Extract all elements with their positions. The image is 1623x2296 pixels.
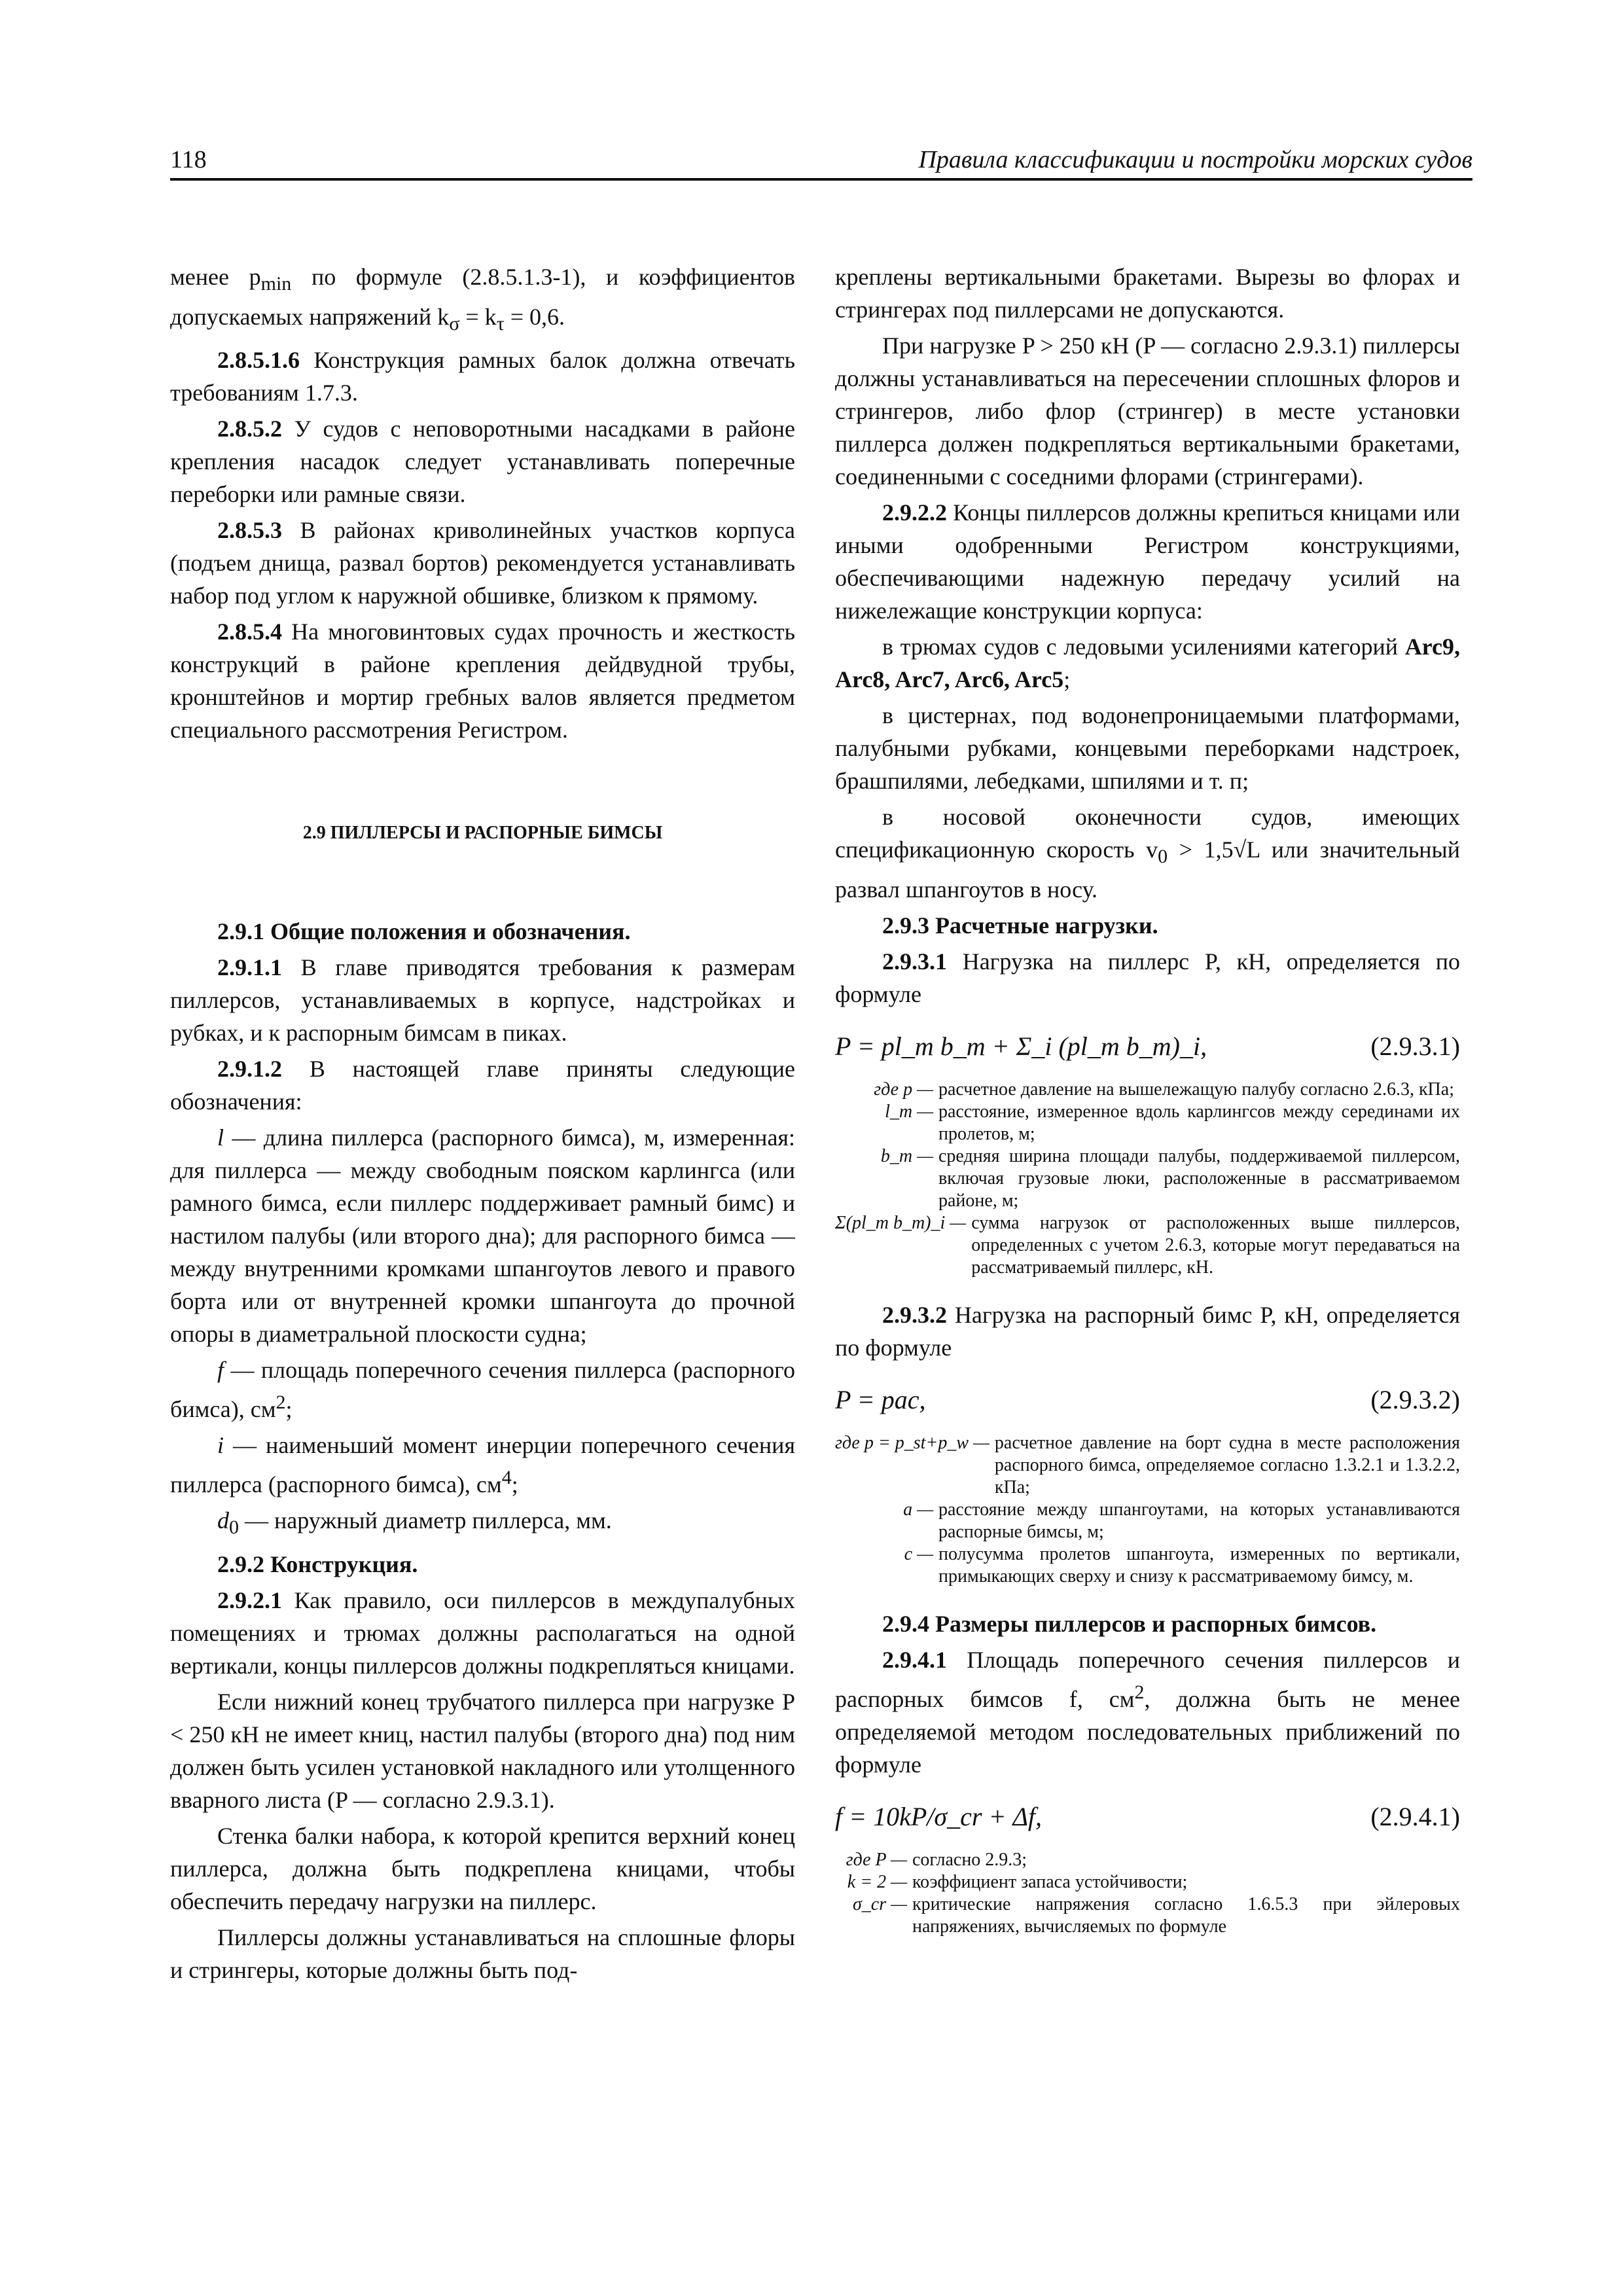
paragraph: менее $p_{min}$ по формуле (2.8.5.1.3-1), и коэффициентов допускаемых напряжений $k_\sigma = k_\tau = 0,6$. <box>170 264 795 335</box>
header-rule <box>170 178 1472 181</box>
subsection-heading-2-9-2: 2.9.2 Конструкция. <box>217 1551 418 1577</box>
formula-expression: f = 10kP/σ_cr + Δf, <box>835 1802 1043 1832</box>
paragraph-2-8-5-3: 2.8.5.3 В районах криволинейных участков корпуса (подъем днища, развал бортов) рекомендуется устанавливать набор под углом к наружной обшивке, близком к прямому. <box>170 517 795 609</box>
formula-number: (2.9.3.1) <box>1370 1031 1460 1062</box>
formula-expression: P = pac, <box>835 1385 926 1415</box>
legend-row: где p — расчетное давление на вышележащую палубу согласно 2.6.3, кПа; <box>874 1079 1454 1100</box>
paragraph-2-9-3-1: 2.9.3.1 Нагрузка на пиллерс P, кН, определяется по формуле <box>835 948 1460 1008</box>
formula-number: (2.9.3.2) <box>1370 1385 1460 1415</box>
legend-row: a — расстояние между шпангоутами, на которых устанавливаются распорные бимсы, м; <box>903 1499 1460 1543</box>
list-item: в трюмах судов с ледовыми усилениями категорий Arc9, Arc8, Arc7, Arc6, Arc5; <box>835 634 1460 692</box>
formula-legend-2 <box>835 1432 1460 1588</box>
formula-legend-3 <box>835 1849 1460 1938</box>
legend-row: l_m — расстояние, измеренное вдоль карлингсов между серединами их пролетов, м; <box>885 1102 1460 1145</box>
paragraph: креплены вертикальными бракетами. Вырезы во флорах и стрингерах под пиллерсами не допускаются. <box>835 264 1460 323</box>
paragraph: Стенка балки набора, к которой крепится верхний конец пиллерса, должна быть подкреплена кницами, чтобы обеспечить передачу нагрузки на пиллерс. <box>170 1822 795 1914</box>
legend-row: b_m — средняя ширина площади палубы, поддерживаемой пиллерсом, включая грузовые люки, расположенные в рассматриваемом районе, м; <box>880 1146 1460 1211</box>
legend-row: Σ(pl_m b_m)_i — сумма нагрузок от расположенных выше пиллерсов, определенных с учетом 2.6.3, которые могут передаваться на рассматриваемый пиллерс, кН. <box>835 1213 1460 1278</box>
paragraph-2-8-5-2: 2.8.5.2 У судов с неповоротными насадками в районе крепления насадок следует устанавливать поперечные переборки или рамные связи. <box>170 416 795 508</box>
subsection-heading-2-9-3: 2.9.3 Расчетные нагрузки. <box>882 912 1158 939</box>
running-title: Правила классификации и постройки морских судов <box>918 146 1472 173</box>
legend-row: k = 2 — коэффициент запаса устойчивости; <box>847 1872 1188 1893</box>
paragraph-2-9-2-2: 2.9.2.2 Концы пиллерсов должны крепиться кницами или иными одобренными Регистром конструкциями, обеспечивающими надежную передачу усилий на нижележащие конструкции корпуса: <box>835 499 1460 624</box>
paragraph: Пиллерсы должны устанавливаться на сплошные флоры и стрингеры, которые должны быть под- <box>170 1924 795 1983</box>
formula-number: (2.9.4.1) <box>1370 1802 1460 1832</box>
subsection-heading-2-9-4: 2.9.4 Размеры пиллерсов и распорных бимсов. <box>882 1611 1377 1638</box>
definition-f: f — площадь поперечного сечения пиллерса (распорного бимса), $см^2$; <box>170 1357 795 1423</box>
list-item: в носовой оконечности судов, имеющих спецификационную скорость $v_0 > 1,5√L$ или значительный развал шпангоутов в носу. <box>835 804 1460 903</box>
formula-2-9-3-1 <box>835 1030 1460 1063</box>
definition-i: i — наименьший момент инерции поперечного сечения пиллерса (распорного бимса), $см^4$; <box>170 1432 795 1498</box>
formula-legend-1 <box>835 1079 1460 1279</box>
paragraph: Если нижний конец трубчатого пиллерса при нагрузке P < 250 кН не имеет книц, настил палубы (второго дна) под ним должен быть усилен установкой накладного или утолщенного вварного листа (P — согласно 2.9.3.1). <box>170 1688 795 1813</box>
paragraph-2-9-3-2: 2.9.3.2 Нагрузка на распорный бимс P, кН, определяется по формуле <box>835 1302 1460 1361</box>
left-column <box>170 260 795 2172</box>
paragraph-2-9-4-1: 2.9.4.1 Площадь поперечного сечения пиллерсов и распорных бимсов f, $см^2$, должна быть не менее определяемой методом последовательных приближений по формуле <box>835 1647 1460 1778</box>
paragraph-2-9-2-1: 2.9.2.1 Как правило, оси пиллерсов в междупалубных помещениях и трюмах должны располагаться на одной вертикали, концы пиллерсов должны подкрепляться кницами. <box>170 1587 795 1679</box>
legend-row: где p = p_st+p_w — расчетное давление на борт судна в месте расположения распорного бимса, определяемое согласно 1.3.2.1 и 1.3.2.2, кПа; <box>835 1433 1460 1498</box>
section-title: 2.9 ПИЛЛЕРСЫ И РАСПОРНЫЕ БИМСЫ <box>302 823 663 844</box>
definition-l: l — длина пиллерса (распорного бимса), м, измеренная: для пиллерса — между свободным пояском карлингса (или рамного бимса, если пиллерс поддерживает рамный бимс) и настилом палубы (или второго дна); для распорного бимса — между внутренними кромками шпангоутов левого и правого борта или от внутренней кромки шпангоута до прочной опоры в диаметральной плоскости судна; <box>170 1124 795 1348</box>
paragraph-2-8-5-4: 2.8.5.4 На многовинтовых судах прочность и жесткость конструкций в районе крепления дейдвудной трубы, кронштейнов и мортир гребных валов является предметом специального рассмотрения Регистром. <box>170 619 795 744</box>
formula-2-9-3-2 <box>835 1384 1460 1416</box>
legend-row: где P — согласно 2.9.3; <box>846 1850 1027 1871</box>
paragraph-2-9-1-2: 2.9.1.2 В настоящей главе приняты следующие обозначения: <box>170 1056 795 1115</box>
definition-d0: $d_0$ — наружный диаметр пиллерса, мм. <box>217 1507 612 1539</box>
list-item: в цистернах, под водонепроницаемыми платформами, палубными рубками, концевыми переборками надстроек, брашпилями, лебедками, шпилями и т. п; <box>835 702 1460 794</box>
formula-expression: P = pl_m b_m + Σ_i (pl_m b_m)_i, <box>835 1031 1207 1062</box>
legend-row: σ_cr — критические напряжения согласно 1.6.5.3 при эйлеровых напряжениях, вычисляемых по формуле <box>852 1894 1460 1937</box>
paragraph-2-9-1-1: 2.9.1.1 В главе приводятся требования к размерам пиллерсов, устанавливаемых в корпусе, надстройках и рубках, и к распорным бимсам в пиках. <box>170 954 795 1047</box>
formula-2-9-4-1 <box>835 1801 1460 1833</box>
subsection-heading-2-9-1: 2.9.1 Общие положения и обозначения. <box>217 918 631 945</box>
right-column <box>835 260 1460 2172</box>
paragraph-2-8-5-1-6: 2.8.5.1.6 Конструкция рамных балок должна отвечать требованиям 1.7.3. <box>170 347 795 406</box>
page-number: 118 <box>170 146 207 173</box>
legend-row: c — полусумма пролетов шпангоута, измеренных по вертикали, примыкающих сверху и снизу к рассматриваемому бимсу, м. <box>904 1544 1460 1587</box>
paragraph: При нагрузке P > 250 кН (P — согласно 2.9.3.1) пиллерсы должны устанавливаться на пересечении сплошных флоров и стрингеров, либо флор (стрингер) в месте установки пиллерса должен подкрепляться вертикальными бракетами, соединенными с соседними флорами (стрингерами). <box>835 332 1460 490</box>
page-header <box>170 145 1472 182</box>
